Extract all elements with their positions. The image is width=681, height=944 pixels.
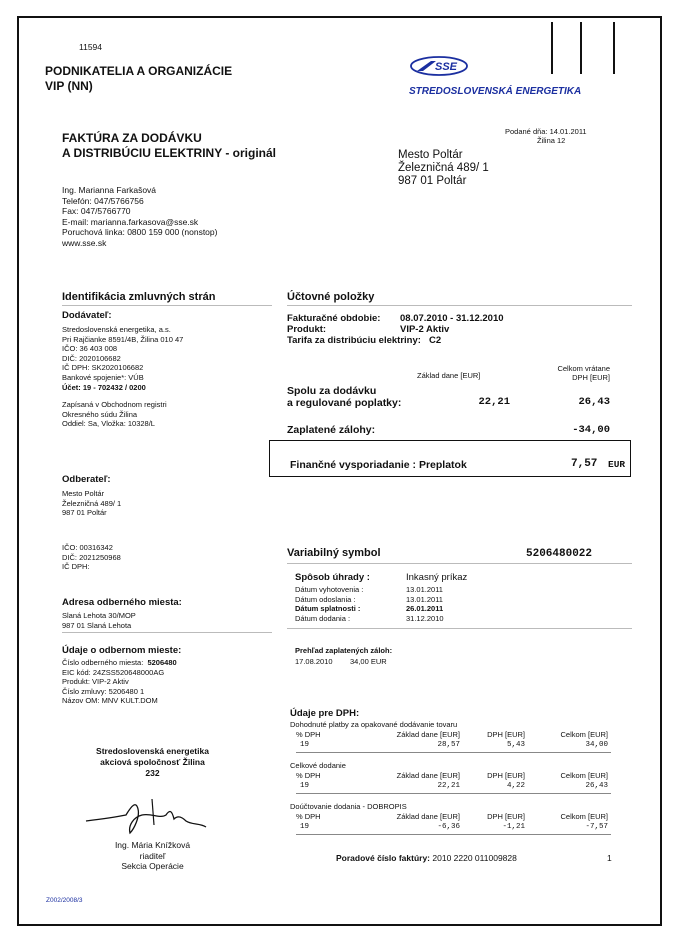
supplier-account: Účet: 19 - 702432 / 0200 xyxy=(62,382,146,392)
form-code: Z002/2008/3 xyxy=(46,897,83,904)
supplier-line: IČ DPH: SK2020106682 xyxy=(62,363,144,373)
vat-section-title: Dohodnuté platby za opakované dodávanie tovaru xyxy=(290,720,458,729)
page-number: 1 xyxy=(607,853,612,863)
site-number-label: Číslo odberného miesta: xyxy=(62,658,144,667)
contact-block xyxy=(62,185,217,248)
registry-line: Oddiel: Sa, Vložka: 10328/L xyxy=(62,419,155,429)
sum-total-value: 26,43 xyxy=(578,396,610,408)
site-info-line: Názov OM: MNV KULT.DOM xyxy=(62,696,158,706)
vat-col-vat: DPH [EUR] xyxy=(487,771,525,780)
date-value: 26.01.2011 xyxy=(406,604,444,613)
site-info-line: EIC kód: 24ZSS520648000AG xyxy=(62,667,165,677)
vat-rate: 19 xyxy=(300,823,310,831)
paid-advances-label: Zaplatené zálohy: xyxy=(287,424,376,436)
divider xyxy=(287,628,632,629)
supplier-line: Stredoslovenská energetika, a.s. xyxy=(62,325,171,334)
site-address-heading: Adresa odberného miesta: xyxy=(62,597,182,608)
sum-base-value: 22,21 xyxy=(478,396,510,408)
variable-symbol-label: Variabilný symbol xyxy=(287,547,381,559)
column-base-header: Základ dane [EUR] xyxy=(417,371,481,380)
divider xyxy=(287,563,632,564)
site-info-block xyxy=(62,658,177,706)
site-info-heading: Údaje o odbernom mieste: xyxy=(62,645,182,656)
registry-block xyxy=(62,400,167,429)
vat-col-base: Základ dane [EUR] xyxy=(396,730,460,739)
vat-col-rate: % DPH xyxy=(296,730,321,739)
supplier-line: Pri Rajčianke 8591/4B, Žilina 010 47 xyxy=(62,334,184,344)
sum-label-line: Spolu za dodávku xyxy=(287,385,377,397)
customer-id-line: DIČ: 2021250968 xyxy=(62,552,121,562)
paid-advances-value: -34,00 xyxy=(572,424,610,436)
vat-base: -6,36 xyxy=(437,823,460,831)
sse-logo-icon xyxy=(409,55,469,77)
site-address-line: 987 01 Slaná Lehota xyxy=(62,620,132,630)
right-section-heading: Účtovné položky xyxy=(287,291,375,303)
settlement-currency: EUR xyxy=(608,459,626,470)
date-label: Dátum vyhotovenia : xyxy=(295,585,364,594)
signer-block xyxy=(85,840,220,872)
stamp-line: akciová spoločnosť Žilina xyxy=(100,757,205,767)
signer-department: Sekcia Operácie xyxy=(121,861,184,871)
customer-block xyxy=(62,489,121,518)
tariff-label: Tarifa za distribúciu elektriny: xyxy=(287,335,421,346)
supplier-heading: Dodávateľ: xyxy=(62,310,112,321)
barcode-bar xyxy=(580,22,582,74)
stamp-line: Stredoslovenská energetika xyxy=(96,746,209,756)
vat-total: 34,00 xyxy=(585,741,608,749)
period-label: Fakturačné obdobie: xyxy=(287,313,381,324)
document-number: 11594 xyxy=(79,42,103,52)
sum-label xyxy=(287,385,401,409)
customer-id-line: IČO: 00316342 xyxy=(62,543,113,552)
supplier-line: Bankové spojenie*: VÚB xyxy=(62,372,144,382)
customer-heading: Odberateľ: xyxy=(62,474,111,485)
registry-line: Okresného súdu Žilina xyxy=(62,409,138,419)
segment-line2: VIP (NN) xyxy=(45,79,93,93)
invoice-number-value: 2010 2220 011009828 xyxy=(432,853,517,863)
customer-line: Mesto Poltár xyxy=(62,489,105,498)
period-value: 08.07.2010 - 31.12.2010 xyxy=(400,313,504,324)
vat-heading: Údaje pre DPH: xyxy=(290,708,360,719)
recipient-address xyxy=(398,149,489,188)
dates-values xyxy=(406,585,444,623)
settlement-value: 7,57 xyxy=(571,458,598,470)
date-value: 31.12.2010 xyxy=(406,613,444,623)
settlement-label: Finančné vysporiadanie : Preplatok xyxy=(290,459,467,471)
payment-method-value: Inkasný príkaz xyxy=(406,572,468,583)
site-address-line: Slaná Lehota 30/MOP xyxy=(62,611,136,620)
customer-line: Železničná 489/ 1 xyxy=(62,498,122,508)
variable-symbol-value: 5206480022 xyxy=(526,548,593,560)
recipient-line: Železničná 489/ 1 xyxy=(398,162,489,174)
sum-label-line: a regulované poplatky: xyxy=(287,397,402,409)
site-info-line: Produkt: VIP-2 Aktiv xyxy=(62,677,129,687)
dates-labels xyxy=(295,585,363,623)
divider xyxy=(296,793,611,794)
vat-col-rate: % DPH xyxy=(296,812,321,821)
vat-col-vat: DPH [EUR] xyxy=(487,730,525,739)
site-number-line xyxy=(62,658,177,668)
tariff-value: C2 xyxy=(429,335,442,346)
company-name-logo: STREDOSLOVENSKÁ ENERGETIKA xyxy=(409,86,582,97)
column-total-header xyxy=(530,364,610,382)
date-label: Dátum dodania : xyxy=(295,613,351,623)
vat-total: 26,43 xyxy=(585,782,608,790)
site-address-block xyxy=(62,611,136,630)
vat-amount: 5,43 xyxy=(506,741,525,749)
contact-line: Ing. Marianna Farkašová xyxy=(62,185,157,195)
product-label: Produkt: xyxy=(287,324,327,335)
divider xyxy=(62,632,272,633)
company-stamp xyxy=(85,746,220,779)
divider xyxy=(287,305,632,306)
customer-ids xyxy=(62,543,121,572)
supplier-line: IČO: 36 403 008 xyxy=(62,344,118,354)
vat-amount: -1,21 xyxy=(502,823,525,831)
payment-method-label: Spôsob úhrady : xyxy=(295,572,370,583)
vat-rate: 19 xyxy=(300,782,310,790)
registry-line: Zapísaná v Obchodnom registri xyxy=(62,400,167,409)
vat-amount: 4,22 xyxy=(506,782,525,790)
product-value: VIP-2 Aktiv xyxy=(400,324,450,335)
recipient-line: 987 01 Poltár xyxy=(398,175,467,187)
site-number-value: 5206480 xyxy=(147,658,177,667)
signer-name: Ing. Mária Knížková xyxy=(114,840,191,850)
divider xyxy=(62,305,272,306)
sse-logo xyxy=(409,55,469,82)
segment-line1: PODNIKATELIA A ORGANIZÁCIE xyxy=(45,64,233,78)
date-value: 13.01.2011 xyxy=(406,585,443,594)
invoice-title-line1: FAKTÚRA ZA DODÁVKU xyxy=(62,131,202,145)
vat-col-total: Celkom [EUR] xyxy=(560,812,608,821)
vat-col-vat: DPH [EUR] xyxy=(487,812,525,821)
vat-rate: 19 xyxy=(300,741,310,749)
svg-text:SSE: SSE xyxy=(435,61,458,73)
column-total-header-line: DPH [EUR] xyxy=(572,373,610,382)
left-section-heading: Identifikácia zmluvných strán xyxy=(62,291,216,303)
date-label: Dátum odoslania : xyxy=(295,594,356,604)
customer-id-line: IČ DPH: xyxy=(62,562,90,572)
advance-value: 34,00 EUR xyxy=(350,657,387,666)
contact-line: www.sse.sk xyxy=(62,237,107,248)
advance-date: 17.08.2010 xyxy=(295,657,333,666)
recipient-line: Mesto Poltár xyxy=(398,149,463,161)
contact-line: Telefón: 047/5766756 xyxy=(62,195,144,206)
vat-total: -7,57 xyxy=(585,823,608,831)
submitted-date: Podané dňa: 14.01.2011 xyxy=(505,127,587,136)
vat-col-total: Celkom [EUR] xyxy=(560,771,608,780)
signature-icon xyxy=(82,795,212,837)
vat-base: 28,57 xyxy=(437,741,460,749)
vat-col-total: Celkom [EUR] xyxy=(560,730,608,739)
date-label: Dátum splatnosti : xyxy=(295,604,361,613)
supplier-line: DIČ: 2020106682 xyxy=(62,353,121,363)
date-value: 13.01.2011 xyxy=(406,594,443,604)
submitted-place: Žilina 12 xyxy=(537,136,566,145)
divider xyxy=(296,834,611,835)
vat-col-base: Základ dane [EUR] xyxy=(396,812,460,821)
contact-line: Fax: 047/5766770 xyxy=(62,206,131,216)
vat-base: 22,21 xyxy=(437,782,460,790)
barcode-bar xyxy=(613,22,615,74)
vat-col-base: Základ dane [EUR] xyxy=(396,771,460,780)
advances-heading: Prehľad zaplatených záloh: xyxy=(295,646,393,655)
stamp-line: 232 xyxy=(145,768,160,778)
invoice-title-line2: A DISTRIBÚCIU ELEKTRINY - originál xyxy=(62,146,277,160)
vat-col-rate: % DPH xyxy=(296,771,321,780)
supplier-block xyxy=(62,325,183,392)
invoice-number-line xyxy=(336,853,517,863)
invoice-number-label: Poradové číslo faktúry: xyxy=(336,853,431,863)
vat-section-title: Doúčtovanie dodania - DOBROPIS xyxy=(290,802,407,811)
signer-title: riaditeľ xyxy=(139,850,166,861)
vat-section-title: Celkové dodanie xyxy=(290,761,346,770)
barcode-bar xyxy=(551,22,553,74)
column-total-header-line: Celkom vrátane xyxy=(557,364,610,373)
contact-line: Poruchová linka: 0800 159 000 (nonstop) xyxy=(62,227,218,237)
site-info-line: Číslo zmluvy: 5206480 1 xyxy=(62,686,145,696)
customer-line: 987 01 Poltár xyxy=(62,508,107,518)
divider xyxy=(296,752,611,753)
contact-line: E-mail: marianna.farkasova@sse.sk xyxy=(62,216,199,227)
